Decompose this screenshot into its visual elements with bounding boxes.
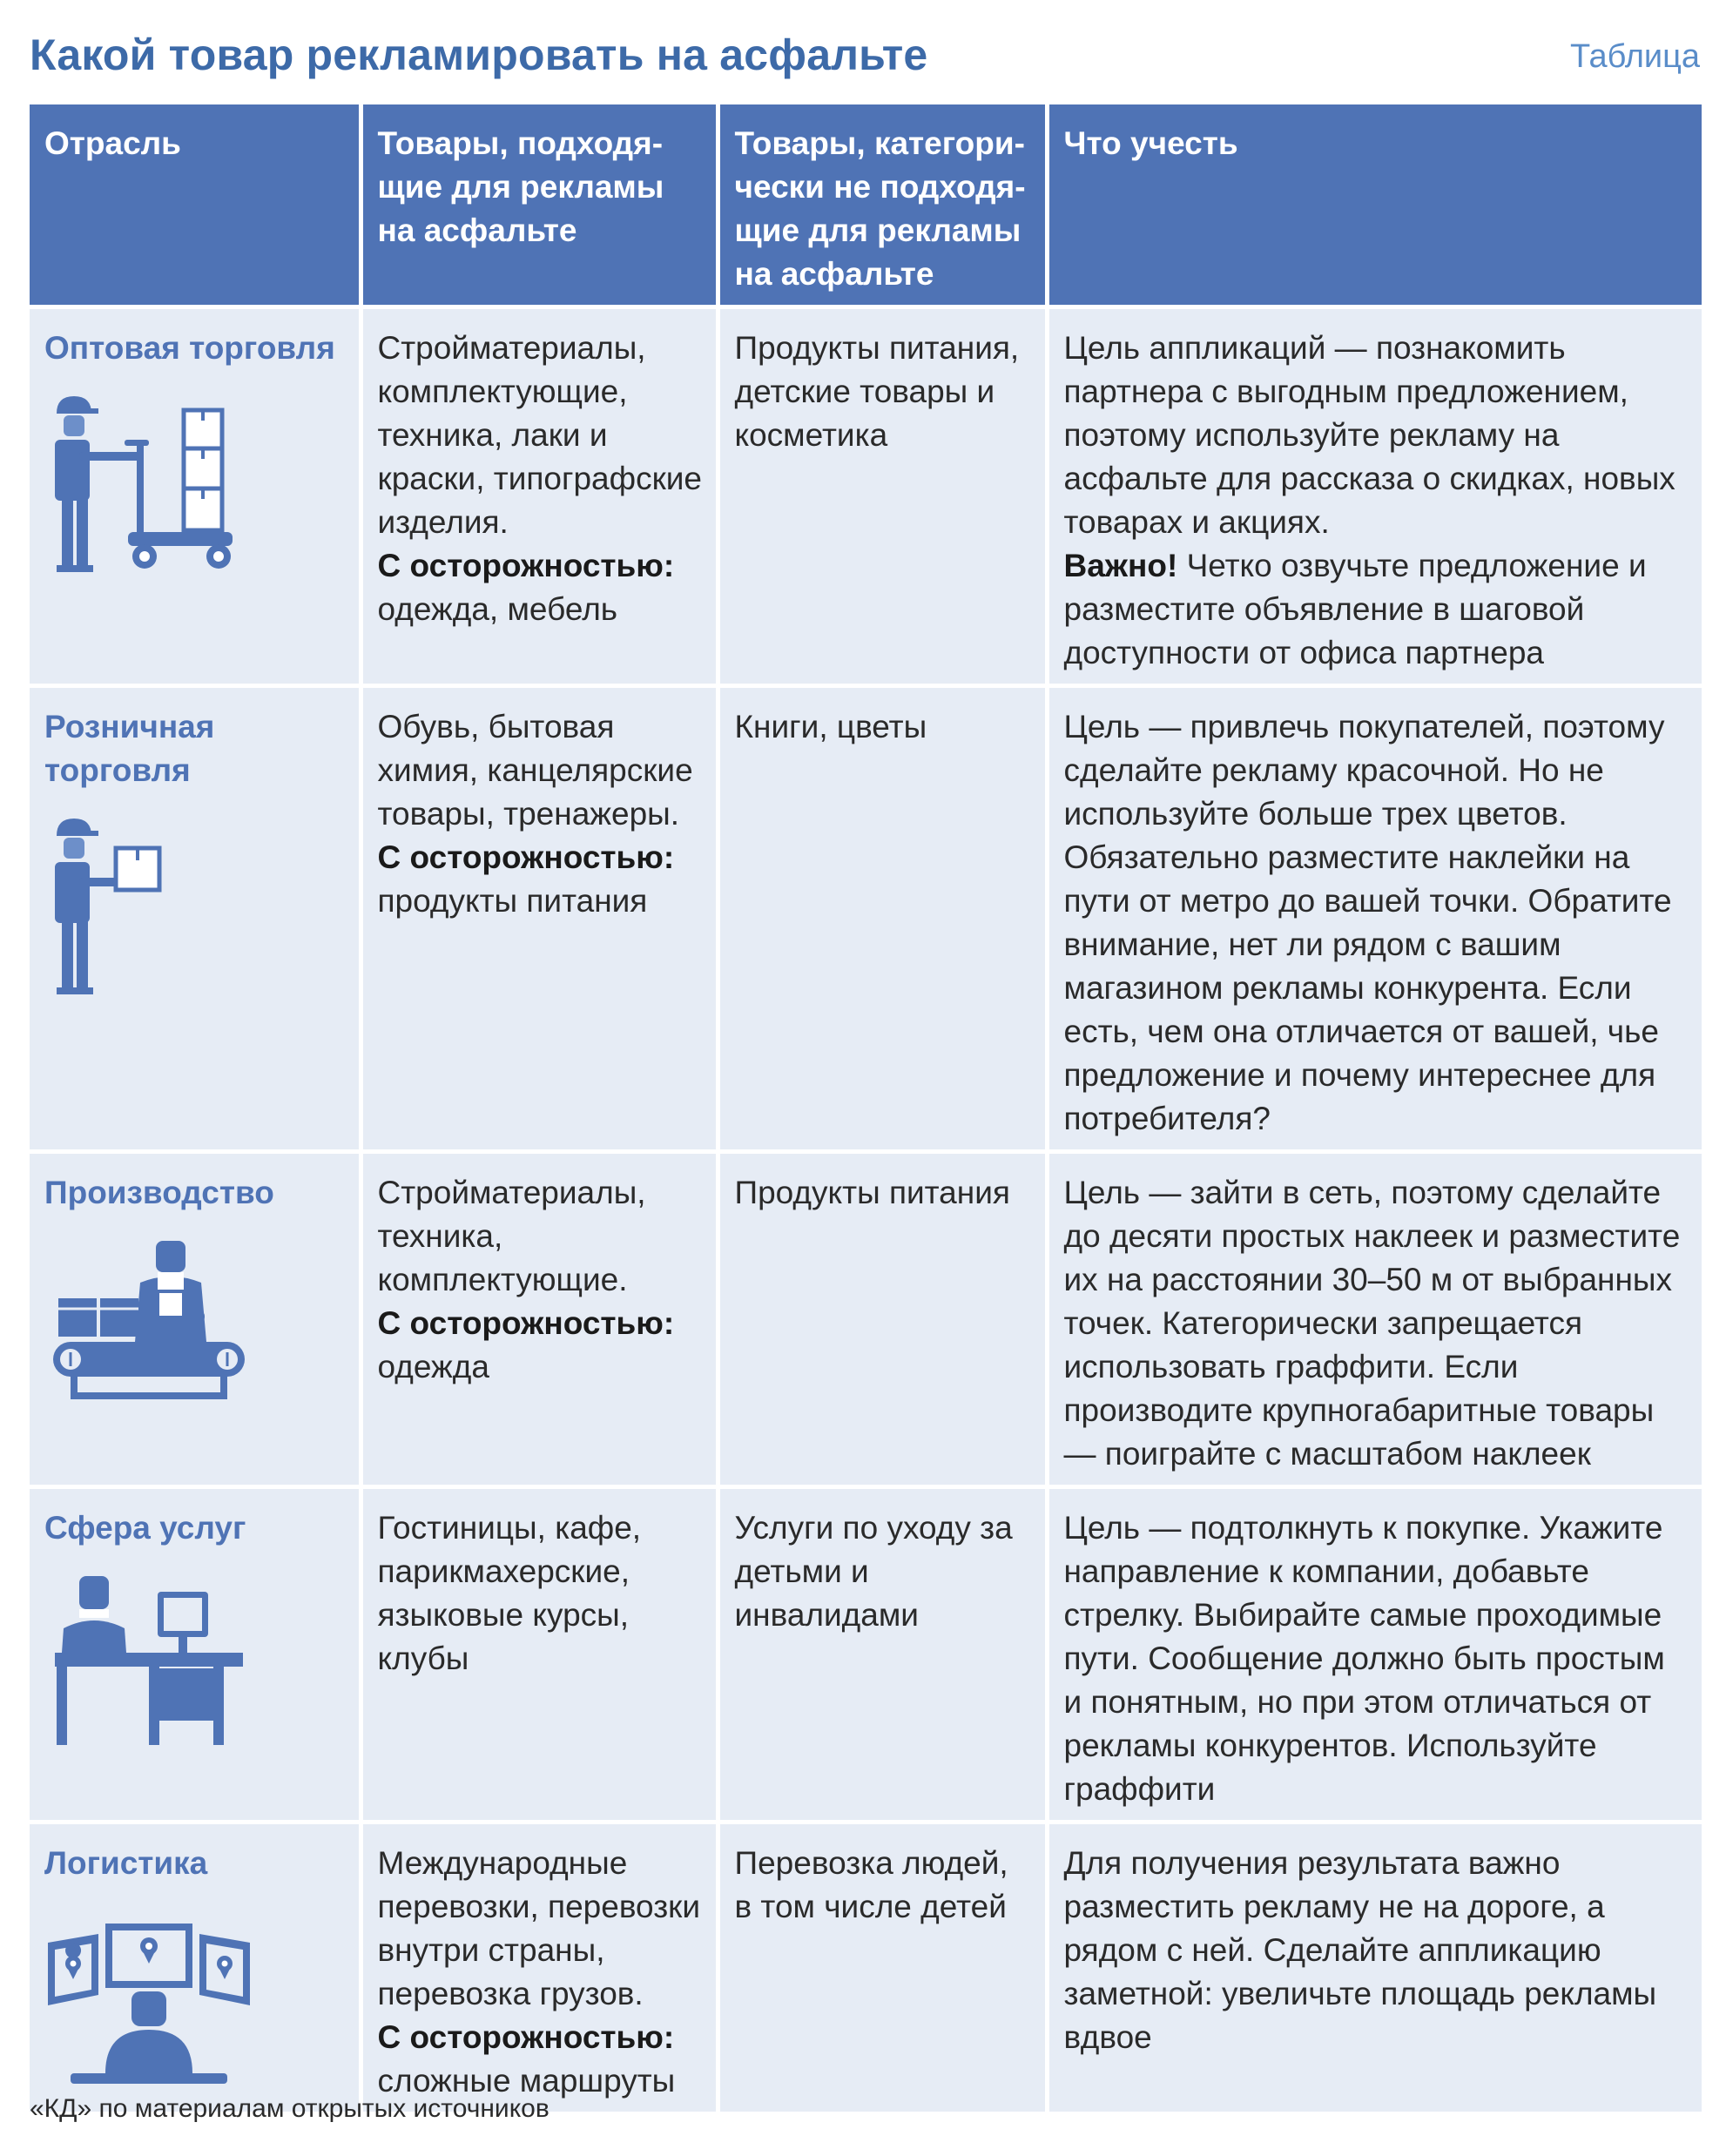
header-sector: Отрасль bbox=[30, 104, 361, 307]
unsuitable-cell bbox=[718, 307, 1047, 686]
suitable-cell bbox=[361, 686, 718, 1152]
table-label: Таблица bbox=[1570, 38, 1700, 75]
unsuitable-cell bbox=[718, 686, 1047, 1152]
notes-text: Для получения результата важно разместить рекламу не на дороге, а рядом с ней. Сделайте аппликацию заметной: увеличьте площадь рекламы вдвое bbox=[1063, 1845, 1657, 2055]
unsuitable-text: Книги, цветы bbox=[734, 709, 927, 744]
suitable-text: Международные перевозки, перевозки внутри страны, перевозка грузов. bbox=[377, 1845, 701, 2011]
suitable-cell bbox=[361, 307, 718, 686]
header-row bbox=[30, 104, 1702, 307]
caution-text: продукты питания bbox=[377, 883, 648, 919]
sector-name: Розничная торговля bbox=[44, 709, 215, 788]
conveyor-worker-icon bbox=[44, 1237, 253, 1420]
caution-label: С осторожностью: bbox=[377, 548, 675, 583]
caution-text: одежда bbox=[377, 1349, 489, 1385]
notes-cell bbox=[1047, 686, 1702, 1152]
sector-cell bbox=[30, 1822, 361, 2112]
sector-cell bbox=[30, 1487, 361, 1822]
table-row bbox=[30, 1152, 1702, 1487]
unsuitable-text: Продукты питания bbox=[734, 1175, 1010, 1210]
notes-text: Цель — привлечь покупателей, поэтому сделайте рекламу красочной. Но не используйте больше трех цветов. Обязательно разместите наклейки на пути от метро до вашей точки. Обратите внимание, нет ли рядом с вашим магазином рекламы конкурента. Если есть, чем она отличается от вашей, чье предложение и почему интереснее для потребителя? bbox=[1063, 709, 1672, 1136]
caution-label: С осторожностью: bbox=[377, 839, 675, 875]
dispatcher-monitors-icon bbox=[44, 1908, 253, 2091]
sector-cell bbox=[30, 686, 361, 1152]
table-row bbox=[30, 307, 1702, 686]
notes-cell bbox=[1047, 1487, 1702, 1822]
courier-with-box-icon bbox=[44, 815, 175, 998]
notes-cell bbox=[1047, 307, 1702, 686]
suitable-text: Гостиницы, кафе, парикмахерские, языковые курсы, клубы bbox=[377, 1510, 642, 1676]
warehouse-worker-with-cart-icon bbox=[44, 393, 253, 576]
important-label: Важно! bbox=[1063, 548, 1178, 583]
unsuitable-text: Перевозка людей, в том числе детей bbox=[734, 1845, 1008, 1924]
suitable-cell bbox=[361, 1822, 718, 2112]
advertising-table bbox=[30, 104, 1702, 2112]
suitable-text: Стройматериалы, комплектующие, техника, лаки и краски, типографские изделия. bbox=[377, 330, 703, 540]
sector-cell bbox=[30, 307, 361, 686]
unsuitable-cell bbox=[718, 1822, 1047, 2112]
unsuitable-text: Продукты питания, детские товары и косметика bbox=[734, 330, 1020, 453]
source-note: «КД» по материалам открытых источников bbox=[30, 2094, 549, 2123]
suitable-text: Стройматериалы, техника, комплектующие. bbox=[377, 1175, 646, 1297]
notes-cell bbox=[1047, 1822, 1702, 2112]
important-text: Четко озвучьте предложение и разместите объявление в шаговой доступности от офиса партнера bbox=[1063, 548, 1647, 670]
unsuitable-cell bbox=[718, 1487, 1047, 1822]
table-row bbox=[30, 1822, 1702, 2112]
notes-cell bbox=[1047, 1152, 1702, 1487]
suitable-text: Обувь, бытовая химия, канцелярские товары, тренажеры. bbox=[377, 709, 693, 832]
table-row bbox=[30, 1487, 1702, 1822]
unsuitable-text: Услуги по уходу за детьми и инвалидами bbox=[734, 1510, 1013, 1633]
sector-name: Производство bbox=[44, 1175, 274, 1210]
notes-text: Цель — зайти в сеть, поэтому сделайте до десяти простых наклеек и разместите их на расстоянии 30–50 м от выбранных точек. Категорически запрещается использовать граффити. Если производите крупногабаритные товары — поиграйте с масштабом наклеек bbox=[1063, 1175, 1681, 1472]
sector-name: Сфера услуг bbox=[44, 1510, 246, 1546]
header-unsuitable: Товары, категори-чески не подходя-щие для рекламы на асфальте bbox=[718, 104, 1047, 307]
header-notes: Что учесть bbox=[1047, 104, 1702, 307]
suitable-cell bbox=[361, 1152, 718, 1487]
caution-label: С осторожностью: bbox=[377, 1305, 675, 1341]
caution-text: сложные маршруты bbox=[377, 2063, 676, 2099]
notes-text: Цель аппликаций — познакомить партнера с выгодным предложением, поэтому используйте рекламу на асфальте для рассказа о скидках, новых товарах и акциях. bbox=[1063, 330, 1675, 540]
page-title: Какой товар рекламировать на асфальте bbox=[30, 30, 928, 79]
caution-text: одежда, мебель bbox=[377, 591, 618, 627]
caution-label: С осторожностью: bbox=[377, 2019, 675, 2055]
unsuitable-cell bbox=[718, 1152, 1047, 1487]
suitable-cell bbox=[361, 1487, 718, 1822]
receptionist-desk-icon bbox=[44, 1573, 253, 1755]
header-suitable: Товары, подходя-щие для рекламы на асфальте bbox=[361, 104, 718, 307]
sector-cell bbox=[30, 1152, 361, 1487]
sector-name: Логистика bbox=[44, 1845, 208, 1881]
sector-name: Оптовая торговля bbox=[44, 330, 335, 366]
table-row bbox=[30, 686, 1702, 1152]
notes-text: Цель — подтолкнуть к покупке. Укажите направление к компании, добавьте стрелку. Выбирайте самые проходимые пути. Сообщение должно быть простым и понятным, но при этом отличаться от рекламы конкурентов. Используйте граффити bbox=[1063, 1510, 1665, 1807]
